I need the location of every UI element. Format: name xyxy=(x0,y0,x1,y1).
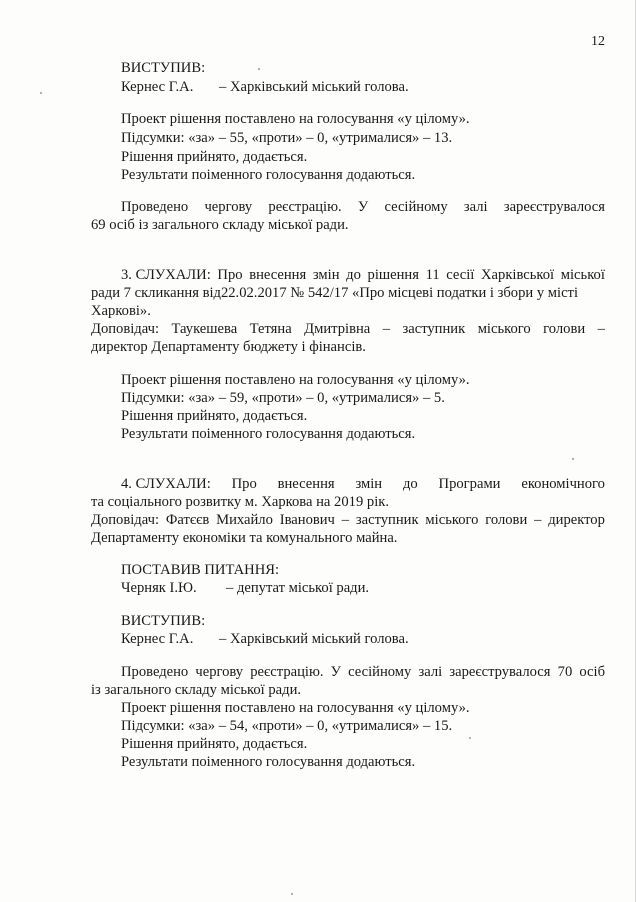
agenda-item-text: та соціального розвитку м. Харкова на 2019 рік. xyxy=(91,494,389,510)
word: міської xyxy=(560,267,605,283)
speaker-role: – Харківський міський голова. xyxy=(219,631,409,647)
word: до xyxy=(402,476,418,492)
word: внесення xyxy=(249,267,307,283)
scan-speck xyxy=(572,458,574,460)
word: голови xyxy=(485,512,528,528)
scan-speck xyxy=(40,92,42,94)
speaker-role: – Харківський міський голова. xyxy=(219,79,409,95)
scan-speck xyxy=(469,737,471,739)
word: Про xyxy=(231,476,257,492)
decision-text: Рішення прийнято, додається. xyxy=(121,149,308,165)
word: 11 xyxy=(425,267,440,283)
word: Тетяна xyxy=(249,321,292,337)
agenda-item-text: Харкові». xyxy=(91,303,151,319)
word: економічного xyxy=(521,476,605,492)
registration-line xyxy=(121,663,605,681)
word: зареєструвалося xyxy=(503,199,605,215)
word: чергову xyxy=(204,199,253,215)
speaker-heading: ВИСТУПИВ: xyxy=(121,60,206,76)
word: Фатєєв xyxy=(165,512,210,528)
word: реєстрацію. xyxy=(268,199,342,215)
reporter-line xyxy=(91,511,605,529)
speaker-name: Черняк І.Ю. xyxy=(121,580,197,596)
word: – xyxy=(382,321,391,337)
registration-line: із загального складу міської ради. xyxy=(91,682,302,698)
word: 3. СЛУХАЛИ: xyxy=(121,267,211,283)
word: реєстрацію. xyxy=(250,664,324,680)
vote-text: Проект рішення поставлено на голосування «у цілому». xyxy=(121,111,470,127)
agenda-item-text: ради 7 скликання від22.02.2017 № 542/17 «Про місцеві податки і збори у місті xyxy=(91,285,578,301)
word: до xyxy=(346,267,361,283)
vote-text: Проект рішення поставлено на голосування «у цілому». xyxy=(121,372,470,388)
reporter-line xyxy=(91,320,605,338)
speaker-role: – депутат міської ради. xyxy=(226,580,370,596)
word: – xyxy=(341,512,350,528)
word: залі xyxy=(418,664,443,680)
results-note: Результати поіменного голосування додаються. xyxy=(121,426,416,442)
word: Про xyxy=(217,267,243,283)
word: Таукешева xyxy=(171,321,238,337)
vote-results: Підсумки: «за» – 59, «проти» – 0, «утрималися» – 5. xyxy=(121,390,445,406)
word: осіб xyxy=(579,664,605,680)
word: 4. СЛУХАЛИ: xyxy=(121,476,211,492)
speaker-name: Кернес Г.А. xyxy=(121,631,194,647)
results-note: Результати поіменного голосування додаються. xyxy=(121,167,416,183)
word: – xyxy=(597,321,605,337)
vote-results: Підсумки: «за» – 55, «проти» – 0, «утрималися» – 13. xyxy=(121,130,453,146)
word: внесення xyxy=(277,476,335,492)
word: сесійному xyxy=(384,199,448,215)
word: У xyxy=(330,664,341,680)
word: Доповідач: xyxy=(91,321,160,337)
reporter-line: Департаменту економіки та комунального майна. xyxy=(91,530,398,546)
word: Харківської xyxy=(481,267,555,283)
word: змін xyxy=(355,476,383,492)
word: чергову xyxy=(195,664,244,680)
page-number: 12 xyxy=(591,34,605,49)
word: голови xyxy=(543,321,586,337)
results-note: Результати поіменного голосування додаються. xyxy=(121,754,416,770)
word: Проведено xyxy=(121,199,189,215)
word: Михайло xyxy=(216,512,273,528)
word: міського xyxy=(425,512,479,528)
agenda-item-heading xyxy=(121,266,605,284)
vote-results: Підсумки: «за» – 54, «проти» – 0, «утрималися» – 15. xyxy=(121,718,453,734)
registration-line xyxy=(121,198,605,216)
question-heading: ПОСТАВИВ ПИТАННЯ: xyxy=(121,562,280,578)
word: 70 xyxy=(557,664,573,680)
scan-speck xyxy=(258,68,260,70)
vote-text: Проект рішення поставлено на голосування «у цілому». xyxy=(121,700,470,716)
word: залі xyxy=(463,199,488,215)
scan-speck xyxy=(291,893,293,895)
agenda-item-heading xyxy=(121,475,605,493)
word: директор xyxy=(548,512,605,528)
decision-text: Рішення прийнято, додається. xyxy=(121,408,308,424)
word: Програми xyxy=(438,476,501,492)
word: заступник xyxy=(355,512,419,528)
word: Іванович xyxy=(279,512,335,528)
word: Доповідач: xyxy=(91,512,160,528)
speaker-name: Кернес Г.А. xyxy=(121,79,194,95)
registration-line: 69 осіб із загального складу міської ради. xyxy=(91,217,349,233)
word: зареєструвалося xyxy=(449,664,551,680)
word: Дмитрівна xyxy=(304,321,371,337)
word: Проведено xyxy=(121,664,189,680)
word: заступник xyxy=(402,321,466,337)
word: У xyxy=(357,199,369,215)
word: сесійному xyxy=(348,664,412,680)
word: міського xyxy=(477,321,531,337)
decision-text: Рішення прийнято, додається. xyxy=(121,736,308,752)
word: сесії xyxy=(446,267,475,283)
word: змін xyxy=(312,267,340,283)
word: рішення xyxy=(367,267,419,283)
speaker-heading: ВИСТУПИВ: xyxy=(121,613,206,629)
reporter-line: директор Департаменту бюджету і фінансів. xyxy=(91,339,366,355)
word: – xyxy=(534,512,542,528)
